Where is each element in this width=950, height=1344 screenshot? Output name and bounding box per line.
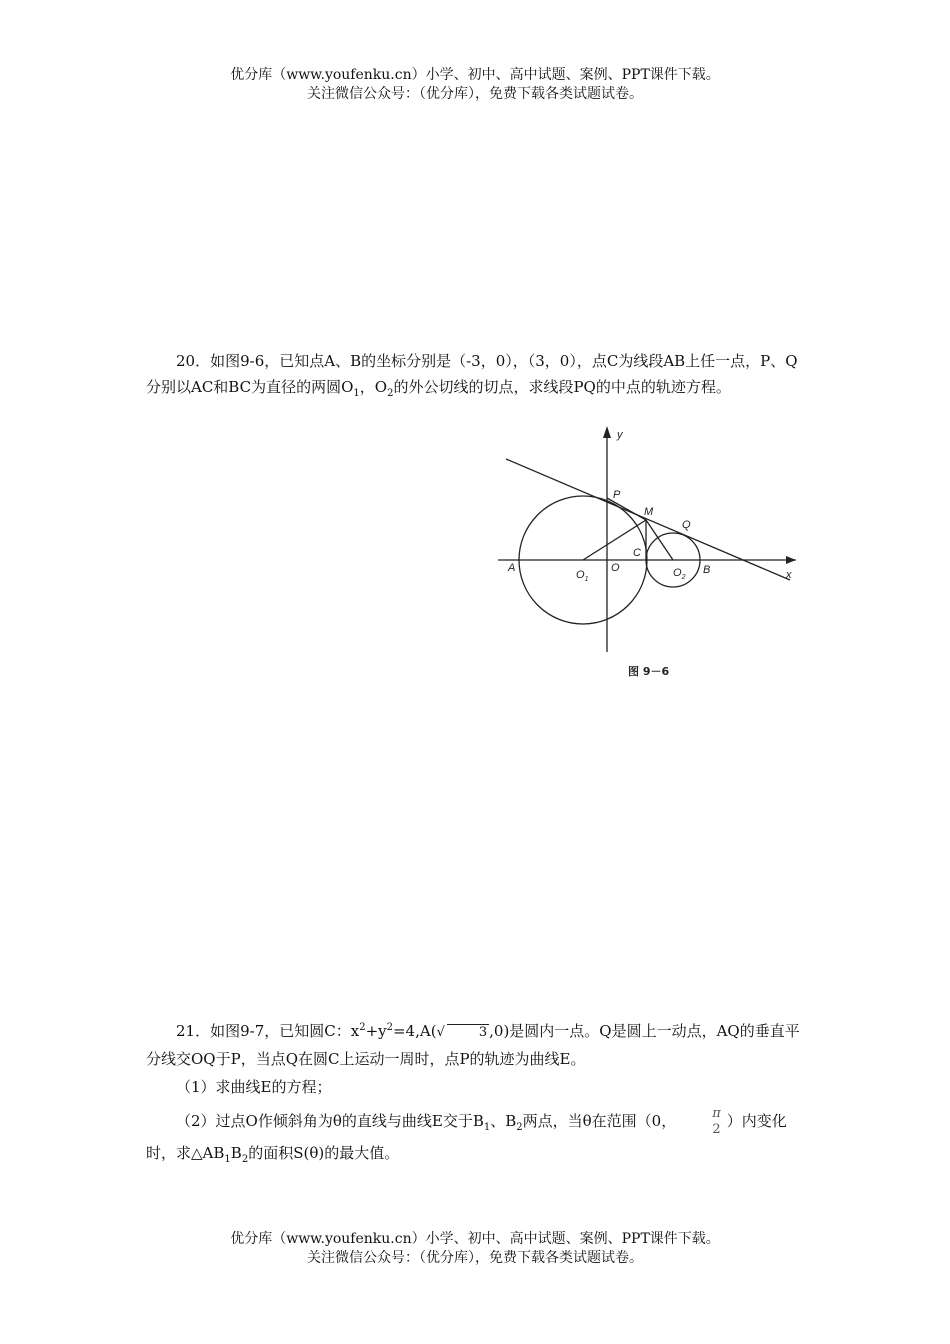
x-arrow [786, 556, 796, 564]
header-line-2: 关注微信公众号：（优分库），免费下载各类试题试卷。 [307, 86, 643, 102]
question-20-text: 20．如图9-6，已知点A、B的坐标分别是（-3，0），（3，0），点C为线段AB上任一点，P、Q分别以AC和BC为直径的两圆$O_1$，$O_2$的外公切线的切点，求线段PQ的中点的轨迹方程。 [146, 352, 798, 399]
label-y: y [617, 429, 623, 441]
label-c: C [633, 547, 641, 559]
y-arrow [603, 426, 611, 438]
question-20 [146, 348, 806, 400]
tangent-line [506, 459, 790, 580]
label-o2: $O_2$ [673, 567, 686, 581]
label-q: Q [682, 519, 691, 531]
figure-caption: 图 9－6 [628, 665, 670, 678]
footer-line-2: 关注微信公众号：（优分库），免费下载各类试题试卷。 [307, 1250, 643, 1266]
segment-p-m [607, 498, 646, 520]
label-p: P [613, 489, 621, 501]
label-m: M [644, 506, 654, 518]
question-21 [146, 1018, 806, 1168]
segment-m-o2 [646, 520, 673, 560]
page-header [0, 66, 950, 104]
question-21-text: 21．如图9-7，已知圆C：$x^2+y^2=4,A(√$ 3 ,0)是圆内一点。Q是圆上一动点，AQ的垂直平分线交OQ于P，当点Q在圆C上运动一周时，点P的轨迹为曲线E。 [146, 1022, 800, 1068]
question-21-part-1: （1）求曲线E的方程； [176, 1078, 332, 1096]
page-footer [0, 1230, 950, 1268]
label-a: A [508, 562, 516, 574]
header-line-1: 优分库（www.youfenku.cn）小学、初中、高中试题、案例、PPT课件下载。 [230, 67, 720, 83]
label-o: O [611, 562, 620, 574]
label-x: x [786, 569, 792, 581]
label-o1: $O_1$ [576, 569, 589, 583]
fraction-pi-over-2: π 2 [712, 1106, 721, 1137]
sqrt-3: 3 [447, 1024, 489, 1041]
figure-9-6 [496, 424, 806, 684]
label-b: B [703, 564, 711, 576]
question-21-part-2: （2）过点O作倾斜角为θ的直线与曲线E交于$B_1$、$B_2$两点，当θ在范围（0， π 2 ）内变化时，求$\triangle AB_1B_2$的面积S(θ)的最大值。 [146, 1106, 787, 1165]
footer-line-1: 优分库（www.youfenku.cn）小学、初中、高中试题、案例、PPT课件下载。 [230, 1231, 720, 1247]
